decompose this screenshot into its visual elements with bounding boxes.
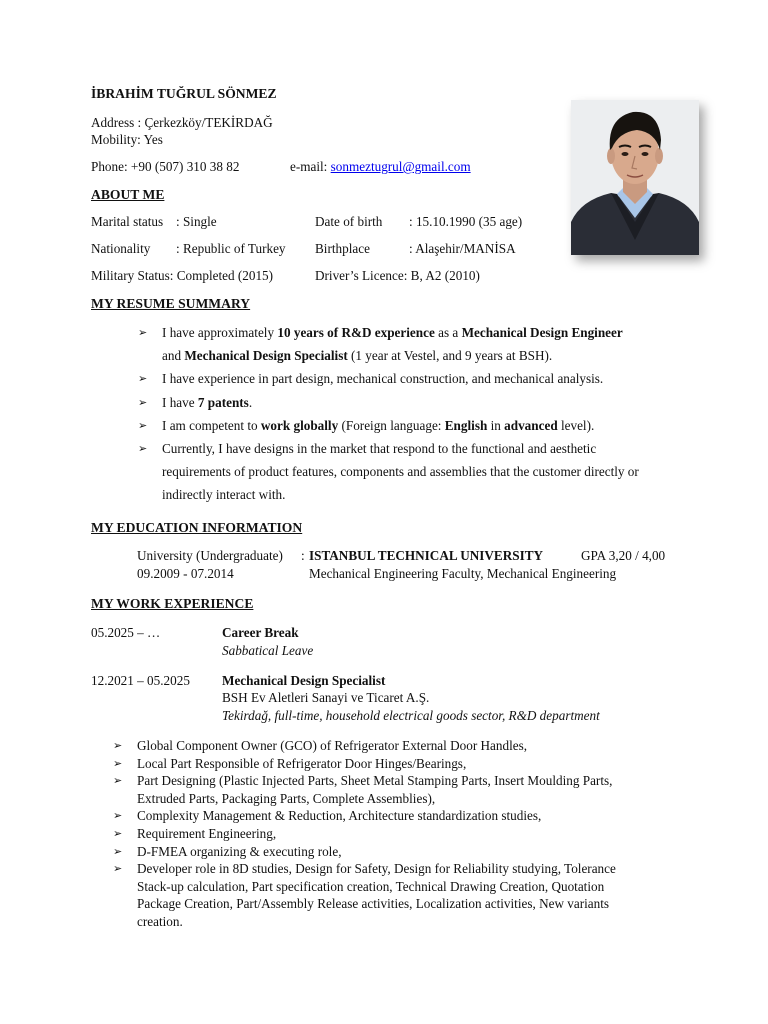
birth-date-label: Date of birth: [315, 214, 383, 229]
work-title: Mechanical Design Specialist: [222, 673, 386, 688]
summary-item: ➢ Currently, I have designs in the market that respond to the functional and aesthetic requirements of product features, components and assemblies that the customer directly or indirectly interact with.: [162, 437, 682, 507]
portrait-image: [571, 100, 699, 255]
marital-status-value: : Single: [176, 214, 217, 229]
responsibility-item: ➢ Complexity Management & Reduction, Architecture standardization studies,: [137, 807, 682, 825]
nationality-value: : Republic of Turkey: [176, 241, 286, 256]
military-status: Military Status: Completed (2015): [91, 268, 274, 283]
candidate-name: İBRAHİM TUĞRUL SÖNMEZ: [91, 86, 277, 101]
work-company: BSH Ev Aletleri Sanayi ve Ticaret A.Ş.: [222, 690, 430, 705]
work-dates: 05.2025 – …: [91, 625, 161, 640]
email-link[interactable]: sonmeztugrul@gmail.com: [330, 159, 471, 174]
birthplace-label: Birthplace: [315, 241, 370, 256]
responsibility-item: ➢ Developer role in 8D studies, Design for Safety, Design for Reliability studying, Tolerance Stack-up calculation, Part specification creation, Technical Drawing Creation, Quotation Package Creation, Part/Assembly Release activities, Localization activities, New variants creation.: [137, 860, 682, 930]
marital-status-label: Marital status: [91, 214, 164, 229]
nationality-label: Nationality: [91, 241, 151, 256]
gpa: GPA 3,20 / 4,00: [581, 548, 666, 563]
university-name: ISTANBUL TECHNICAL UNIVERSITY: [309, 548, 544, 563]
responsibility-item: ➢ D-FMEA organizing & executing role,: [137, 843, 682, 861]
responsibility-item: ➢ Global Component Owner (GCO) of Refrigerator External Door Handles,: [137, 737, 682, 755]
drivers-licence: Driver’s Licence: B, A2 (2010): [315, 268, 480, 283]
birth-date-value: : 15.10.1990 (35 age): [409, 214, 523, 229]
responsibility-item: ➢ Part Designing (Plastic Injected Parts, Sheet Metal Stamping Parts, Insert Moulding Parts, Extruded Parts, Packaging Parts, Complete Assemblies),: [137, 772, 682, 807]
education-separator: :: [301, 548, 305, 563]
summary-heading: MY RESUME SUMMARY: [91, 296, 251, 311]
responsibility-item: ➢ Requirement Engineering,: [137, 825, 682, 843]
work-dates: 12.2021 – 05.2025: [91, 673, 190, 688]
faculty: Mechanical Engineering Faculty, Mechanical Engineering: [309, 566, 617, 581]
address: Address : Çerkezköy/TEKİRDAĞ: [91, 115, 273, 130]
phone: Phone: +90 (507) 310 38 82: [91, 159, 240, 174]
about-heading: ABOUT ME: [91, 187, 165, 202]
work-responsibilities: [137, 737, 682, 931]
work-subtitle: Sabbatical Leave: [222, 643, 314, 658]
work-heading: MY WORK EXPERIENCE: [91, 596, 254, 611]
summary-item: ➢ I have approximately 10 years of R&D experience as a Mechanical Design Engineer and Mechanical Design Specialist (1 year at Vestel, and 9 years at BSH).: [162, 321, 682, 367]
summary-list: [162, 321, 682, 507]
profile-photo: [571, 100, 699, 255]
summary-item: ➢ I have 7 patents.: [162, 391, 682, 414]
education-heading: MY EDUCATION INFORMATION: [91, 520, 303, 535]
responsibility-item: ➢ Local Part Responsible of Refrigerator Door Hinges/Bearings,: [137, 755, 682, 773]
work-title: Career Break: [222, 625, 299, 640]
summary-item: ➢ I am competent to work globally (Foreign language: English in advanced level).: [162, 414, 682, 437]
email-row: [290, 159, 471, 175]
education-dates: 09.2009 - 07.2014: [137, 566, 234, 581]
mobility: Mobility: Yes: [91, 132, 163, 147]
work-details: Tekirdağ, full-time, household electrical goods sector, R&D department: [222, 708, 600, 723]
birthplace-value: : Alaşehir/MANİSA: [409, 241, 516, 256]
summary-item: ➢ I have experience in part design, mechanical construction, and mechanical analysis.: [162, 367, 682, 390]
email-label: e-mail:: [290, 159, 328, 174]
education-level: University (Undergraduate): [137, 548, 283, 563]
